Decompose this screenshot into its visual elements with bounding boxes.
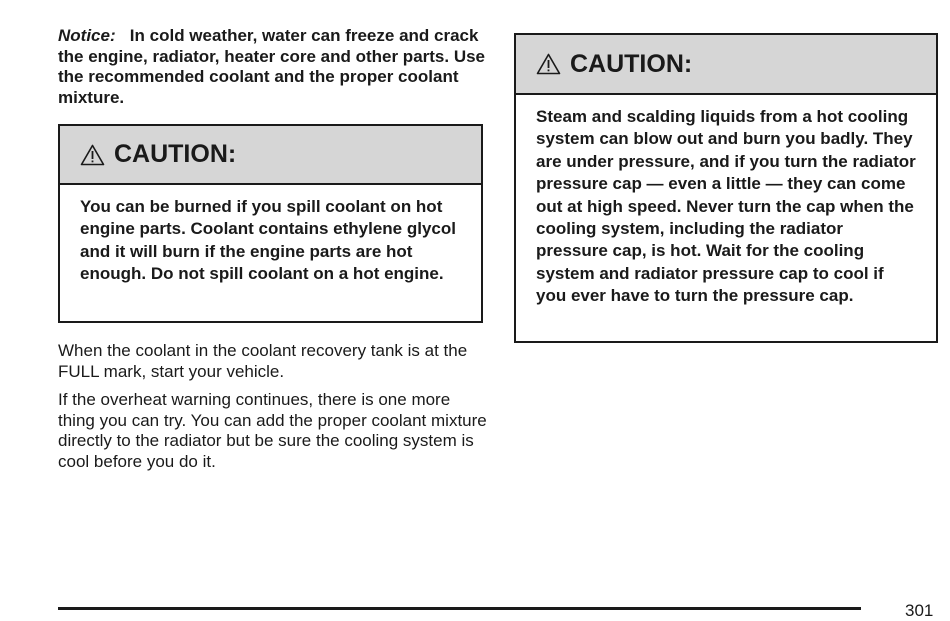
caution-body: Steam and scalding liquids from a hot cooling system can blow out and burn you badly. They are under pressure, and if you turn the radiator pressure cap — even a little — they can come out at high speed. Never turn the cap when the cooling system, including the radiator pressure cap, is hot. Wait for the cooling system and radiator pressure cap to cool if you ever have to turn the pressure cap. [536, 107, 916, 306]
caution-box-coolant-burn [58, 124, 483, 323]
warning-triangle-icon [80, 144, 105, 166]
footer-rule [58, 607, 861, 610]
caution-title: CAUTION: [570, 49, 693, 78]
caution-body: You can be burned if you spill coolant on hot engine parts. Coolant contains ethylene glycol and it will burn if the engine parts are hot enough. Do not spill coolant on a hot engine. [80, 197, 456, 284]
notice-label: Notice: [58, 26, 116, 45]
warning-triangle-icon [536, 53, 561, 75]
page-number: 301 [905, 601, 934, 620]
full-mark-paragraph: When the coolant in the coolant recovery tank is at the FULL mark, start your vehicle. [58, 341, 468, 381]
caution-box-steam [514, 33, 938, 343]
caution-title: CAUTION: [114, 140, 237, 168]
overheat-paragraph: If the overheat warning continues, there is one more thing you can try. You can add the proper coolant mixture directly to the radiator but be sure the cooling system is cool before you do it. [58, 390, 487, 471]
caution-header [516, 35, 936, 95]
notice-paragraph [58, 26, 488, 108]
notice-text: In cold weather, water can freeze and crack the engine, radiator, heater core and other parts. Use the recommended coolant and the proper coolant mixture. [58, 26, 486, 107]
caution-header [60, 126, 481, 185]
